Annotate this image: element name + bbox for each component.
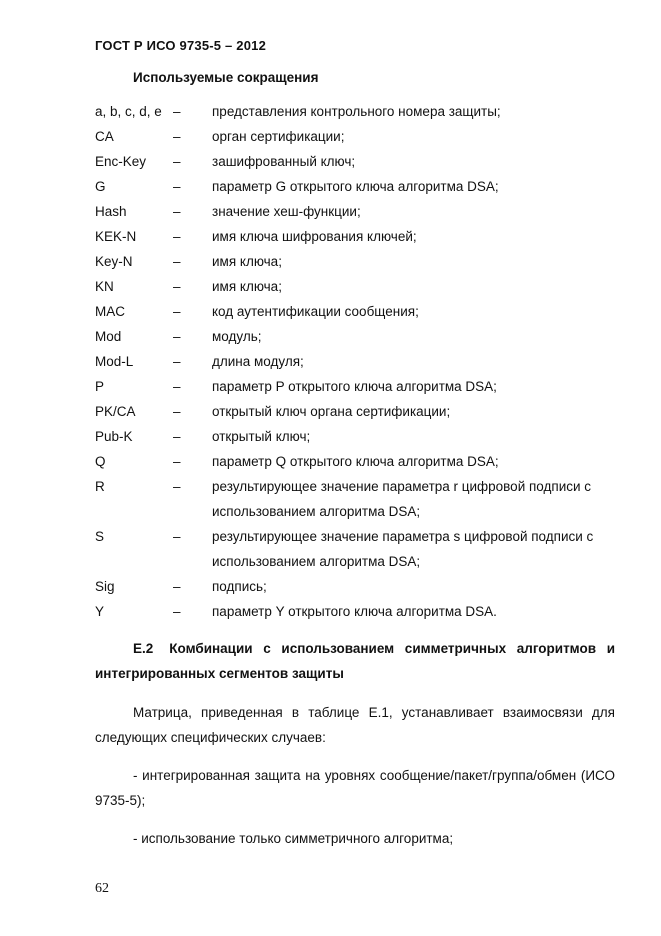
abbreviation-dash: – [173, 529, 181, 544]
abbreviation-dash: – [173, 454, 181, 469]
abbreviation-definition: зашифрованный ключ; [212, 154, 356, 169]
section-title-text: Комбинации с использованием симметричных алгоритмов и интегрированных сегментов защиты [95, 641, 615, 681]
abbreviation-term: Sig [95, 579, 115, 594]
abbreviation-row [95, 274, 625, 299]
abbreviation-definition: параметр Q открытого ключа алгоритма DSA; [212, 454, 499, 469]
abbreviations-list [95, 99, 625, 624]
abbreviation-dash: – [173, 179, 181, 194]
abbreviation-definition: модуль; [212, 329, 262, 344]
abbreviation-dash: – [173, 479, 181, 494]
abbreviation-row [95, 399, 625, 424]
abbreviation-dash: – [173, 579, 181, 594]
abbreviation-dash: – [173, 229, 181, 244]
abbreviation-term: PK/CA [95, 404, 136, 419]
abbreviation-dash: – [173, 154, 181, 169]
abbreviation-dash: – [173, 129, 181, 144]
abbreviation-definition: длина модуля; [212, 354, 304, 369]
abbreviation-term: KN [95, 279, 114, 294]
abbreviation-definition: результирующее значение параметра s цифровой подписи с использованием алгоритма DSA; [212, 529, 594, 569]
paragraph-list-item: - использование только симметричного алгоритма; [133, 831, 454, 846]
abbreviation-dash: – [173, 379, 181, 394]
abbreviation-definition: имя ключа; [212, 254, 282, 269]
abbreviation-dash: – [173, 354, 181, 369]
abbreviation-definition: представления контрольного номера защиты; [212, 104, 501, 119]
abbreviation-term: Key-N [95, 254, 133, 269]
abbreviation-term: Mod-L [95, 354, 134, 369]
abbreviation-definition: имя ключа шифрования ключей; [212, 229, 417, 244]
abbreviation-row [95, 324, 625, 349]
abbreviation-term: G [95, 179, 106, 194]
document-header: ГОСТ Р ИСО 9735-5 – 2012 [95, 38, 266, 53]
page-number: 62 [95, 881, 109, 896]
abbreviation-row [95, 449, 625, 474]
abbreviation-row [95, 524, 625, 574]
abbreviation-definition: орган сертификации; [212, 129, 345, 144]
abbreviation-row [95, 174, 625, 199]
abbreviation-dash: – [173, 604, 181, 619]
abbreviation-definition: результирующее значение параметра r цифровой подписи с использованием алгоритма DSA; [212, 479, 592, 519]
abbreviation-dash: – [173, 404, 181, 419]
abbreviation-definition: параметр Y открытого ключа алгоритма DSA. [212, 604, 497, 619]
abbreviation-term: S [95, 529, 105, 544]
abbreviation-dash: – [173, 204, 181, 219]
abbreviation-definition: код аутентификации сообщения; [212, 304, 419, 319]
abbreviation-dash: – [173, 304, 181, 319]
abbreviation-definition: параметр P открытого ключа алгоритма DSA; [212, 379, 497, 394]
abbreviation-row [95, 474, 625, 524]
abbreviation-row [95, 224, 625, 249]
abbreviation-dash: – [173, 254, 181, 269]
paragraph-intro: Матрица, приведенная в таблице E.1, устанавливает взаимосвязи для следующих специфических случаев: [95, 705, 615, 745]
abbreviation-definition: открытый ключ; [212, 429, 311, 444]
abbreviation-row [95, 149, 625, 174]
abbreviation-dash: – [173, 279, 181, 294]
abbreviation-term: Pub-K [95, 429, 133, 444]
abbreviation-term: P [95, 379, 105, 394]
abbreviation-row [95, 374, 625, 399]
abbreviation-row [95, 99, 625, 124]
abbreviation-term: R [95, 479, 105, 494]
abbreviation-dash: – [173, 329, 181, 344]
abbreviation-term: Enc-Key [95, 154, 147, 169]
section-heading [95, 636, 615, 686]
abbreviation-row [95, 574, 625, 599]
abbreviation-definition: значение хеш-функции; [212, 204, 361, 219]
paragraph-list-item: - интегрированная защита на уровнях сообщение/пакет/группа/обмен (ИСО 9735-5); [95, 768, 615, 808]
abbreviation-definition: параметр G открытого ключа алгоритма DSA; [212, 179, 499, 194]
abbreviation-row [95, 349, 625, 374]
abbreviation-row [95, 299, 625, 324]
abbreviation-term: Q [95, 454, 106, 469]
abbreviation-term: Hash [95, 204, 127, 219]
abbreviation-term: Mod [95, 329, 122, 344]
abbreviation-term: a, b, c, d, e [95, 104, 162, 119]
abbreviation-dash: – [173, 104, 181, 119]
abbreviation-definition: имя ключа; [212, 279, 282, 294]
abbreviation-dash: – [173, 429, 181, 444]
abbreviation-definition: открытый ключ органа сертификации; [212, 404, 451, 419]
abbreviations-heading: Используемые сокращения [133, 70, 319, 85]
abbreviation-term: CA [95, 129, 114, 144]
abbreviation-row [95, 599, 625, 624]
abbreviation-term: KEK-N [95, 229, 137, 244]
abbreviation-term: MAC [95, 304, 125, 319]
abbreviation-term: Y [95, 604, 105, 619]
abbreviation-row [95, 124, 625, 149]
abbreviation-definition: подпись; [212, 579, 267, 594]
abbreviation-row [95, 249, 625, 274]
section-number: E.2 [133, 641, 154, 656]
abbreviation-row [95, 424, 625, 449]
abbreviation-row [95, 199, 625, 224]
